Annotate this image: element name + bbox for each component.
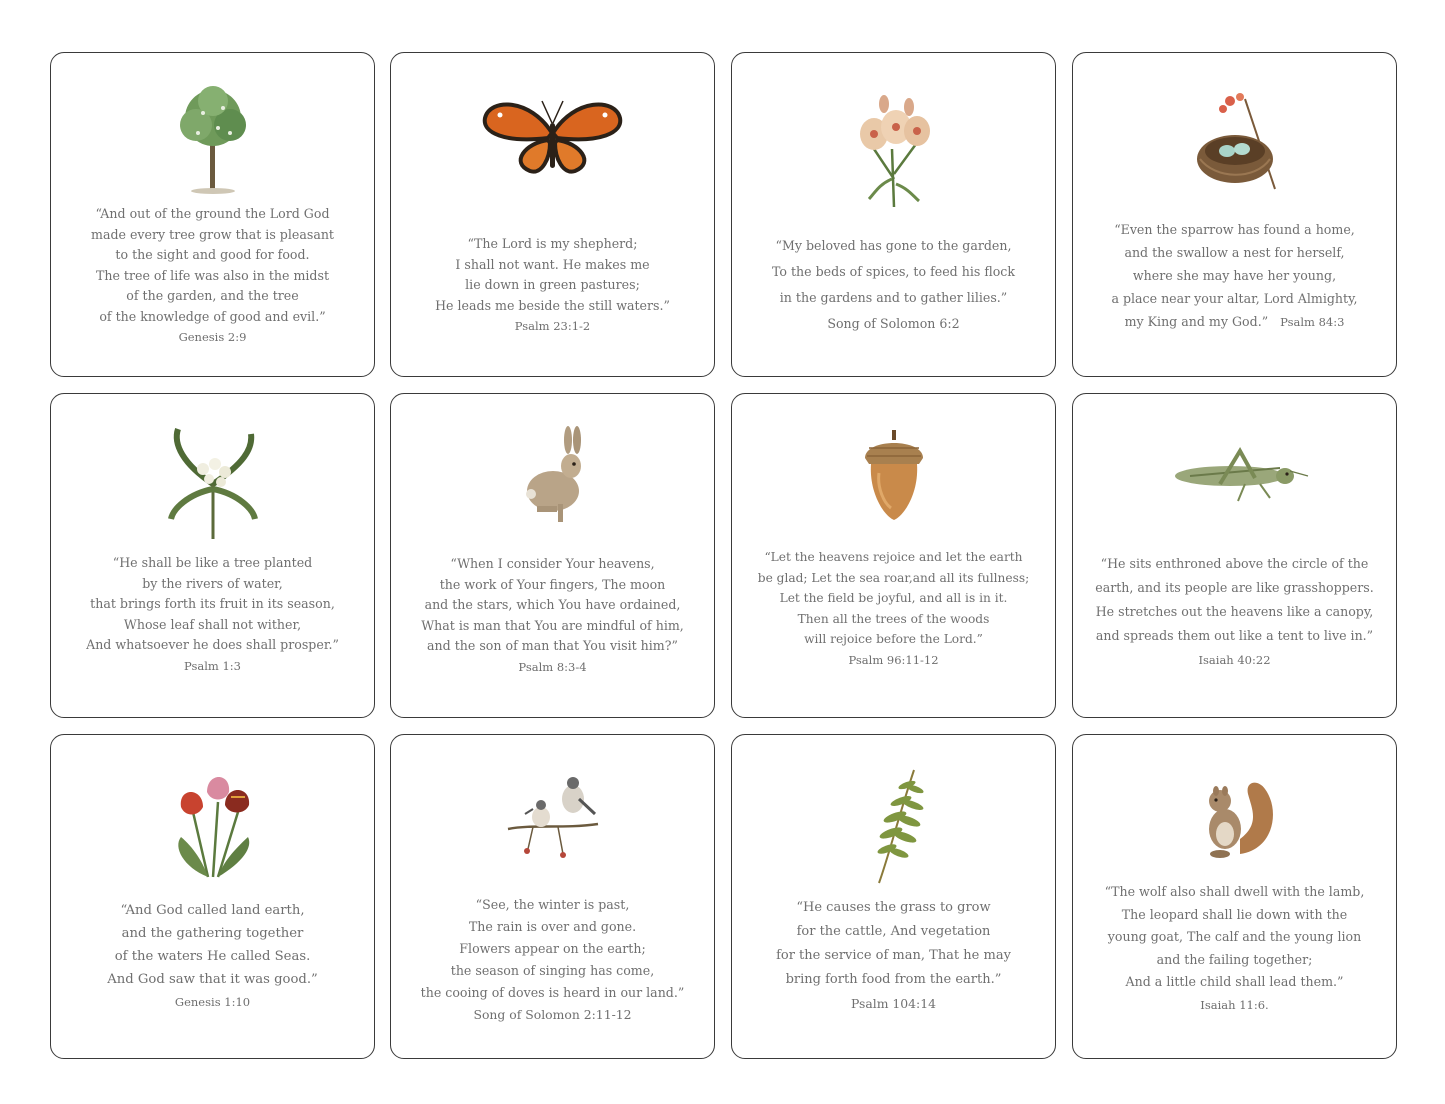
verse-reference: Psalm 1:3	[184, 658, 241, 673]
verse-line: young goat, The calf and the young lion	[1107, 929, 1362, 944]
verse-reference: Psalm 84:3	[1280, 315, 1345, 329]
verse-line: “Even the sparrow has found a home,	[1114, 222, 1355, 237]
verse-line: bring forth food from the earth.”	[785, 972, 1002, 987]
butterfly-illustration	[391, 93, 714, 182]
verse-card-psalm-1-3	[50, 393, 375, 718]
verse-line: where she may have her young,	[1132, 268, 1337, 283]
verse-line: Whose leaf shall not wither,	[123, 616, 302, 632]
verse-line: To the beds of spices, to feed his flock	[771, 264, 1015, 279]
verse-line: I shall not want. He makes me	[455, 256, 650, 272]
verse-line: that brings forth its fruit in its season,	[90, 596, 335, 611]
verse-card-genesis-2-9	[50, 52, 375, 377]
squirrel-illustration	[1073, 769, 1396, 868]
verse-line: Then all the trees of the woods	[797, 611, 990, 626]
verse-line: “Let the heavens rejoice and let the earth	[764, 550, 1023, 564]
verse-card-psalm-84-3	[1072, 52, 1397, 377]
verse-line: The leopard shall lie down with the	[1121, 906, 1348, 922]
fern-bouquet-illustration	[51, 424, 374, 548]
verse-line: to the sight and good for food.	[115, 247, 310, 262]
verse-reference: Psalm 96:11-12	[848, 652, 939, 667]
verse-line: of the knowledge of good and evil.”	[99, 308, 326, 324]
verse-reference: Song of Solomon 2:11-12	[473, 1007, 632, 1022]
verse-line: “See, the winter is past,	[475, 897, 630, 912]
verse-line: “My beloved has gone to the garden,	[775, 238, 1012, 253]
verse-line: made every tree grow that is pleasant	[91, 226, 334, 242]
verse-line: “He causes the grass to grow	[796, 900, 991, 915]
verse-reference: Isaiah 40:22	[1198, 653, 1271, 667]
birds-on-branch-illustration	[391, 769, 714, 868]
verse-card-genesis-1-10	[50, 734, 375, 1059]
verse-line: And a little child shall lead them.”	[1125, 974, 1344, 989]
verse-reference: Genesis 1:10	[174, 995, 251, 1009]
verse-reference: Genesis 2:9	[178, 330, 247, 344]
hare-illustration	[391, 426, 714, 530]
verse-line: my King and my God.”	[1124, 314, 1269, 329]
verse-card-isaiah-11-6	[1072, 734, 1397, 1059]
verse-line: “He sits enthroned above the circle of the	[1100, 556, 1369, 571]
verse-line: The tree of life was also in the midst	[95, 267, 330, 283]
verse-line: the work of Your fingers, The moon	[439, 576, 666, 592]
verse-card-psalm-23	[390, 52, 715, 377]
verse-line: earth, and its people are like grasshoppers.	[1095, 580, 1374, 595]
verse-line: The rain is over and gone.	[468, 919, 637, 934]
verse-line: Let the field be joyful, and all is in it.	[779, 591, 1008, 605]
verse-line: and the swallow a nest for herself,	[1124, 245, 1345, 260]
verse-line: lie down in green pastures;	[465, 277, 640, 292]
verse-card-song-of-solomon-6-2	[731, 52, 1056, 377]
tree-illustration	[51, 83, 374, 202]
verse-line: by the rivers of water,	[142, 575, 283, 591]
verse-line: He leads me beside the still waters.”	[435, 297, 670, 313]
verse-line: the season of singing has come,	[450, 963, 655, 978]
verse-line: and the failing together;	[1156, 951, 1313, 967]
verse-line: “When I consider Your heavens,	[450, 556, 655, 571]
acorn-illustration	[732, 428, 1055, 527]
verse-reference: Isaiah 11:6.	[1200, 997, 1269, 1012]
verse-card-isaiah-40-22	[1072, 393, 1397, 718]
verse-card-psalm-96	[731, 393, 1056, 718]
verse-line: the cooing of doves is heard in our land.”	[420, 985, 685, 1000]
verse-line: will rejoice before the Lord.”	[804, 632, 983, 646]
verse-card-psalm-104-14	[731, 734, 1056, 1059]
verse-line: of the waters He called Seas.	[114, 949, 311, 964]
verse-line: “And out of the ground the Lord God	[95, 206, 330, 221]
verse-reference: Psalm 8:3-4	[518, 659, 587, 674]
lily-flowers-illustration	[732, 89, 1055, 213]
verse-card-song-of-solomon-2	[390, 734, 715, 1059]
fern-frond-illustration	[732, 765, 1055, 889]
verse-line: And God saw that it was good.”	[107, 972, 318, 987]
verse-line: and the son of man that You visit him?”	[427, 638, 678, 653]
grasshopper-illustration	[1073, 446, 1396, 510]
verse-line: of the garden, and the tree	[126, 288, 299, 303]
verse-reference: Psalm 23:1-2	[514, 319, 591, 333]
verse-line: and spreads them out like a tent to live in.”	[1095, 628, 1374, 643]
verse-line: He stretches out the heavens like a canopy,	[1095, 604, 1374, 619]
verse-line: “The Lord is my shepherd;	[467, 236, 638, 251]
verse-line: Flowers appear on the earth;	[459, 941, 646, 956]
bird-nest-illustration	[1073, 89, 1396, 203]
verse-reference: Psalm 104:14	[851, 996, 936, 1011]
verse-line: “The wolf also shall dwell with the lamb,	[1104, 884, 1365, 899]
verse-line: “And God called land earth,	[120, 903, 305, 918]
verse-line: and the gathering together	[121, 926, 304, 941]
tulips-illustration	[51, 767, 374, 891]
verse-line: And whatsoever he does shall prosper.”	[86, 637, 339, 652]
verse-card-psalm-8-3-4	[390, 393, 715, 718]
verse-line: “He shall be like a tree planted	[112, 555, 313, 570]
verse-line: a place near your altar, Lord Almighty,	[1111, 291, 1358, 306]
verse-line: be glad; Let the sea roar,and all its fullness;	[757, 570, 1030, 585]
verse-line: in the gardens and to gather lilies.”	[779, 290, 1008, 305]
verse-reference: Song of Solomon 6:2	[827, 316, 960, 331]
verse-line: What is man that You are mindful of him,	[421, 617, 684, 633]
verse-line: for the cattle, And vegetation	[796, 924, 991, 939]
verse-line: and the stars, which You have ordained,	[424, 597, 681, 612]
verse-line: for the service of man, That he may	[776, 948, 1011, 963]
